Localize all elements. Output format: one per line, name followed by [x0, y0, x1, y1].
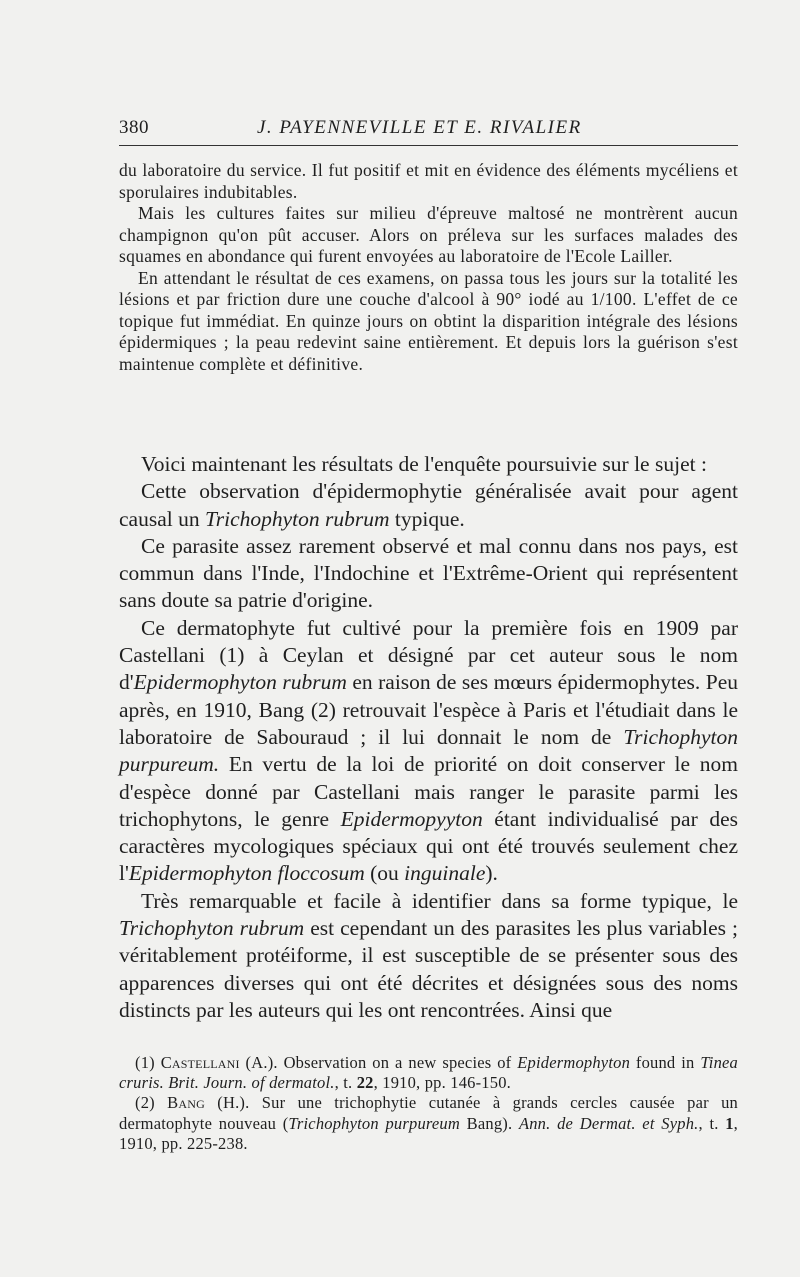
page-header [119, 117, 739, 141]
text-run: typique. [389, 506, 465, 531]
text-run: , t. [334, 1073, 357, 1093]
main-paragraph [119, 615, 738, 888]
running-title: J. PAYENNEVILLE ET E. RIVALIER [257, 117, 582, 138]
text-run: en raison de ses mœurs épidermophytes. Peu après, en 1910, Bang (2) retrouvait l'espèce à Paris et l'étudiait dans le laboratoire de Sabouraud ; il lui donnait le nom de [119, 670, 738, 749]
text-run: Bang). [460, 1113, 519, 1133]
text-run: est cependant un des parasites les plus variables ; véritablement protéiforme, il est susceptible de se présenter sous des apparences diverses qui ont été décrites et désignées sous des noms distincts par les auteurs qui les ont rencontrées. Ainsi que [119, 916, 738, 1022]
main-paragraph: Voici maintenant les résultats de l'enquête poursuivie sur le sujet : [141, 452, 707, 476]
italic-text: Ann. de Dermat. et Syph. [518, 1113, 699, 1133]
main-paragraph: Ce parasite assez rarement observé et mal connu dans nos pays, est commun dans l'Inde, l'Indochine et l'Extrême-Orient qui représentent sans doute sa patrie d'origine. [119, 533, 738, 613]
italic-text: Epidermophyton rubrum [133, 670, 347, 695]
footnotes [119, 1053, 738, 1154]
footnote-number: (1) [135, 1053, 161, 1072]
header-rule [119, 145, 738, 146]
main-paragraph [119, 888, 738, 1024]
text-run: , t. [698, 1113, 726, 1133]
volume-number: 1 [725, 1113, 734, 1133]
small-paragraph: En attendant le résultat de ces examens, on passa tous les jours sur la totalité les lésions et par friction dure une couche d'alcool à 90° iodé au 1/100. L'effet de ce topique fut immédiat. En quinze jours on obtint la disparition intégrale des lésions épidermiques ; la peau redevint saine entièrement. Et depuis lors la guérison s'est maintenue complète et définitive. [119, 267, 738, 374]
italic-text: inguinale [404, 861, 486, 886]
text-run: En vertu de la loi de priorité on doit conserver le nom d'espèce donné par Castellani mais ranger le parasite parmi les trichophytons, le genre [119, 752, 738, 831]
italic-text: Trichophyton rubrum [119, 916, 305, 941]
footnote-2 [119, 1093, 738, 1154]
text-run: (A.). Observation on a new species of [239, 1053, 518, 1072]
italic-text: Epidermophyton floccosum [128, 861, 365, 886]
text-run: found in [630, 1053, 701, 1072]
text-run: Cette observation d'épidermophytie généralisée avait pour agent causal un [119, 479, 738, 531]
footnote-1 [119, 1053, 738, 1093]
italic-text: Trichophyton purpureum [288, 1113, 460, 1133]
footnote-author: Bang [167, 1093, 205, 1113]
text-run: ). [485, 861, 498, 886]
small-print-section [119, 160, 738, 375]
small-paragraph: du laboratoire du service. Il fut positif et mit en évidence des éléments mycéliens et sporulaires indubitables. [119, 160, 738, 202]
main-paragraph [119, 478, 738, 533]
italic-text: Tinea cruris. Brit. Journ. of dermatol. [119, 1053, 738, 1093]
italic-text: Trichophyton rubrum [204, 506, 390, 531]
text-run: , 1910, pp. 146-150. [373, 1073, 511, 1093]
italic-text: Trichophyton purpureum. [119, 724, 738, 777]
italic-text: Epidermopyyton [340, 806, 483, 831]
page-number: 380 [119, 117, 149, 138]
text-run: , 1910, pp. 225-238. [119, 1113, 738, 1153]
text-run: (H.). Sur une trichophytie cutanée à grands cercles causée par un dermatophyte nouveau ( [119, 1093, 738, 1133]
footnote-author: Castellani [160, 1053, 240, 1072]
small-paragraph: Mais les cultures faites sur milieu d'épreuve maltosé ne montrèrent aucun champignon qu'on pût accuser. Alors on préleva sur les surfaces malades des squames en abondance qui furent envoyées au laboratoire de l'Ecole Lailler. [119, 203, 738, 266]
main-text-section [119, 451, 738, 1024]
text-run: Ce dermatophyte fut cultivé pour la première fois en 1909 par Castellani (1) à Ceylan et désigné par cet auteur sous le nom d' [119, 615, 738, 695]
text-run: étant individualisé par des caractères mycologiques spéciaux qui ont été trouvés seulement chez l' [119, 806, 738, 886]
volume-number: 22 [356, 1073, 374, 1093]
italic-text: Epidermophyton [517, 1053, 631, 1072]
text-run: (ou [364, 861, 405, 886]
text-run: Très remarquable et facile à identifier dans sa forme typique, le [141, 888, 738, 913]
footnote-number: (2) [135, 1093, 168, 1113]
